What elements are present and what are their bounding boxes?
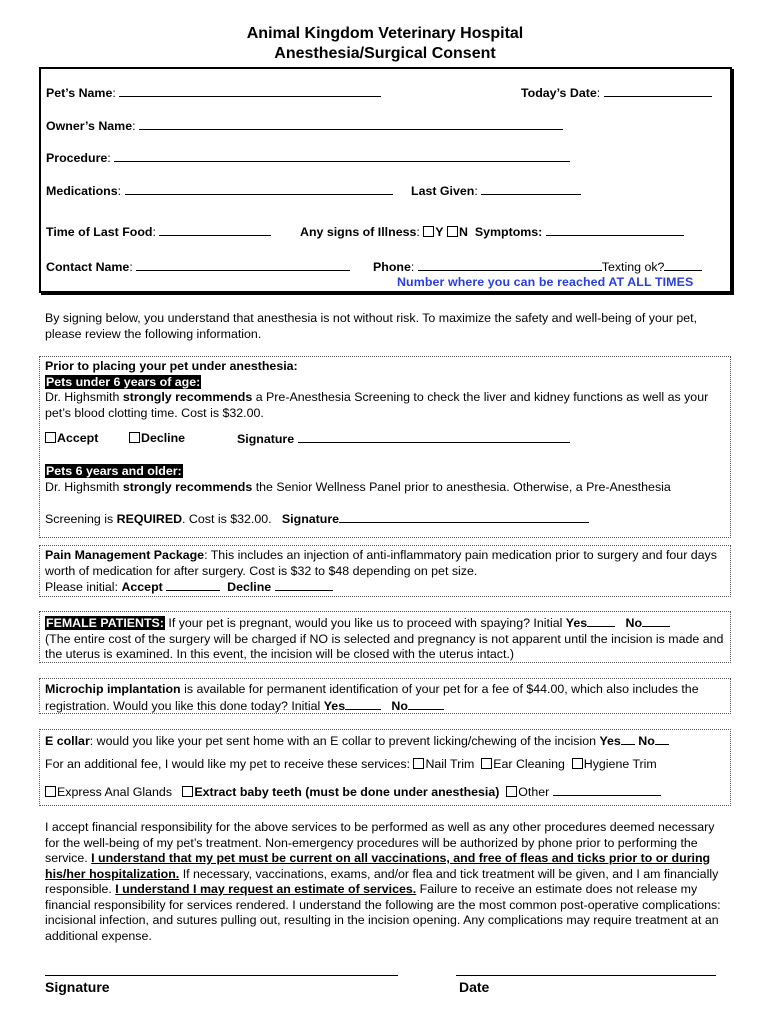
last-food-label: Time of Last Food: [46, 225, 153, 239]
pain-text: [45, 548, 725, 596]
todays-date-row: Today’s Date:: [521, 85, 712, 100]
reach-note: Number where you can be reached AT ALL TIMES: [397, 275, 694, 289]
microchip-text: [45, 682, 725, 714]
pre-anesthesia-heading: [45, 359, 725, 421]
phone-field[interactable]: [418, 259, 602, 271]
pain-decline-field[interactable]: [275, 579, 333, 591]
nail-trim-checkbox[interactable]: [413, 758, 424, 769]
financial-estimate-notice: I understand I may request an estimate of services.: [115, 882, 417, 896]
screening-text-b: . Cost is $32.00.: [182, 512, 272, 526]
female-yes-label: Yes: [565, 616, 588, 630]
illness-no-label: N: [458, 225, 468, 239]
under6-signature-label: Signature: [237, 432, 295, 446]
under6-accept-label: Accept: [57, 431, 99, 445]
under6-text-b: a Pre-Anesthesia Screening to check the liver and kidney functions as well as your pet’s blood clotting time. Cost is $32.00.: [45, 390, 709, 420]
services-row: [45, 757, 657, 771]
pain-accept-field[interactable]: [166, 579, 220, 591]
ecollar-no-label: No: [638, 734, 655, 748]
ecollar-yes-label: Yes: [599, 734, 621, 748]
anal-glands-checkbox[interactable]: [45, 786, 56, 797]
illness-no-checkbox[interactable]: [447, 226, 458, 237]
other-field[interactable]: [553, 784, 661, 796]
last-food-field[interactable]: [159, 224, 271, 236]
nail-trim-label: Nail Trim: [425, 757, 475, 771]
illness-yes-checkbox[interactable]: [423, 226, 434, 237]
under6-decline-label: Decline: [141, 431, 186, 445]
contact-name-field[interactable]: [136, 259, 350, 271]
ecollar-label: E collar: [45, 734, 90, 748]
medications-label: Medications: [46, 184, 118, 198]
contact-name-label: Contact Name: [46, 260, 130, 274]
todays-date-field[interactable]: [604, 85, 712, 97]
procedure-field[interactable]: [114, 150, 570, 162]
hygiene-trim-label: Hygiene Trim: [583, 757, 657, 771]
over6-text-a: Dr. Highsmith: [45, 479, 123, 494]
pain-initial-label: Please initial:: [45, 580, 122, 594]
last-given-field[interactable]: [481, 183, 581, 195]
ecollar-row: [45, 733, 669, 748]
illness-label: Any signs of Illness: [300, 225, 417, 239]
medications-row: Medications:: [46, 183, 393, 198]
texting-field[interactable]: [664, 259, 702, 271]
procedure-row: Procedure:: [46, 150, 570, 165]
ecollar-desc: : would you like your pet sent home with an E collar to prevent licking/chewing of the incision: [89, 734, 600, 748]
footer-signature-label: Signature: [45, 979, 110, 995]
services-intro: For an additional fee, I would like my pet to receive these services:: [45, 757, 414, 771]
screening-row: [45, 511, 589, 526]
last-given-row: Last Given:: [411, 183, 581, 198]
anal-glands-label: Express Anal Glands: [57, 785, 173, 799]
microchip-yes-field[interactable]: [345, 698, 381, 710]
female-no-label: No: [625, 616, 643, 630]
under6-signature-row: [237, 431, 570, 446]
pain-accept-label: Accept: [121, 580, 163, 594]
medications-field[interactable]: [125, 183, 393, 195]
ear-cleaning-label: Ear Cleaning: [493, 757, 565, 771]
over6-signature-label: Signature: [281, 512, 340, 526]
microchip-label: Microchip implantation: [45, 682, 181, 696]
extract-teeth-label: Extract baby teeth (must be done under anesthesia): [194, 785, 500, 799]
ear-cleaning-checkbox[interactable]: [481, 758, 492, 769]
under6-decline-checkbox[interactable]: [129, 432, 140, 443]
footer-date-label: Date: [459, 979, 490, 995]
over6-strong: strongly recommends: [122, 479, 253, 494]
pet-name-row: Pet’s Name:: [46, 85, 381, 100]
financial-p1: I accept financial responsibility for the above services to be performed as well as any other procedures deemed necessary for the well-being of my pet’s treatment. Non-emergency procedures will be authorized by phone prior to performing the service.: [45, 820, 715, 865]
microchip-no-label: No: [391, 698, 408, 713]
hospital-name: Animal Kingdom Veterinary Hospital: [246, 25, 524, 42]
intro-text: By signing below, you understand that anesthesia is not without risk. To maximize the safety and well-being of your pet, please review the following information.: [45, 311, 698, 341]
form-title: Anesthesia/Surgical Consent: [274, 45, 496, 62]
financial-vaccination-notice: I understand that my pet must be current on all vaccinations, and free of fleas and ticks prior to or during his/her hospitalization.: [45, 851, 711, 881]
symptoms-field[interactable]: [546, 224, 684, 236]
financial-p3: Failure to receive an estimate does not release my financial responsibility for services rendered. I understand the following are the most common post-operative complications: incisional infection, and sutures pulling out, resulting in the incision opening. Any complications may require treatment at an additional expense.: [45, 882, 721, 943]
microchip-desc: is available for permanent identification of your pet for a fee of $44.00, which also includes the registration. Would you like this done today? Initial: [45, 682, 699, 713]
illness-yes-label: Y: [435, 225, 444, 239]
phone-row: Phone: Texting ok?: [373, 259, 702, 274]
phone-label: Phone: [373, 260, 411, 274]
todays-date-label: Today’s Date: [521, 86, 597, 100]
owner-name-label: Owner’s Name: [46, 119, 133, 133]
owner-name-field[interactable]: [139, 118, 563, 130]
other-checkbox[interactable]: [506, 786, 517, 797]
pain-label: Pain Management Package: [45, 548, 205, 562]
over6-block: [45, 464, 725, 495]
extract-teeth-checkbox[interactable]: [182, 786, 193, 797]
other-label: Other: [518, 785, 550, 799]
services-row-2: [45, 784, 661, 799]
last-given-label: Last Given: [411, 184, 475, 198]
financial-p2: If necessary, vaccinations, exams, and/or flea and tick treatment will be given, and I am financially responsible.: [45, 866, 719, 896]
under6-consent-row: [45, 431, 98, 445]
female-label: FEMALE PATIENTS:: [46, 616, 164, 630]
procedure-label: Procedure: [46, 151, 108, 165]
under6-text-a: Dr. Highsmith: [45, 390, 123, 404]
under6-label: Pets under 6 years of age:: [46, 374, 201, 389]
under6-strong: strongly recommends: [122, 390, 253, 404]
pain-decline-label: Decline: [227, 580, 272, 594]
hygiene-trim-checkbox[interactable]: [572, 758, 583, 769]
female-desc: If your pet is pregnant, would you like us to proceed with spaying? Initial: [164, 616, 566, 630]
under6-decline-row: [129, 431, 185, 445]
texting-label: Texting ok?: [601, 260, 665, 274]
over6-signature-field[interactable]: [339, 511, 589, 523]
under6-accept-checkbox[interactable]: [45, 432, 56, 443]
pre-anesthesia-heading-text: Prior to placing your pet under anesthesia:: [45, 359, 298, 373]
female-no-field[interactable]: [642, 615, 670, 627]
under6-signature-field[interactable]: [298, 431, 570, 443]
ecollar-no-field[interactable]: [655, 733, 669, 745]
ecollar-yes-field[interactable]: [621, 733, 635, 745]
date-line[interactable]: [456, 975, 716, 976]
pet-name-field[interactable]: [119, 85, 381, 97]
microchip-yes-label: Yes: [323, 698, 346, 713]
contact-name-row: Contact Name:: [46, 259, 350, 274]
female-text: [45, 615, 725, 663]
pet-name-label: Pet’s Name: [46, 86, 113, 100]
female-note: (The entire cost of the surgery will be charged if NO is selected and pregnancy is not apparent until the incision is made and the uterus is examined. In this event, the incision will be closed with the uterus intact.): [45, 631, 724, 661]
signature-line[interactable]: [45, 975, 398, 976]
over6-text-b: the Senior Wellness Panel prior to anesthesia. Otherwise, a Pre-Anesthesia: [252, 479, 671, 494]
last-food-row: Time of Last Food:: [46, 224, 271, 239]
female-yes-field[interactable]: [587, 615, 615, 627]
over6-label: Pets 6 years and older:: [46, 464, 182, 478]
symptoms-label: Symptoms:: [474, 225, 543, 239]
screening-required: REQUIRED: [116, 512, 183, 526]
financial-text: [45, 820, 725, 944]
pain-desc: : This includes an injection of anti-inflammatory pain medication prior to surgery and four days worth of medication for after surgery. Cost is $32 to $48 depending on pet size.: [45, 548, 717, 578]
microchip-no-field[interactable]: [408, 698, 444, 710]
illness-row: Any signs of Illness: Y N Symptoms:: [300, 224, 684, 239]
screening-text-a: Screening is: [45, 512, 117, 526]
owner-name-row: Owner’s Name:: [46, 118, 563, 133]
